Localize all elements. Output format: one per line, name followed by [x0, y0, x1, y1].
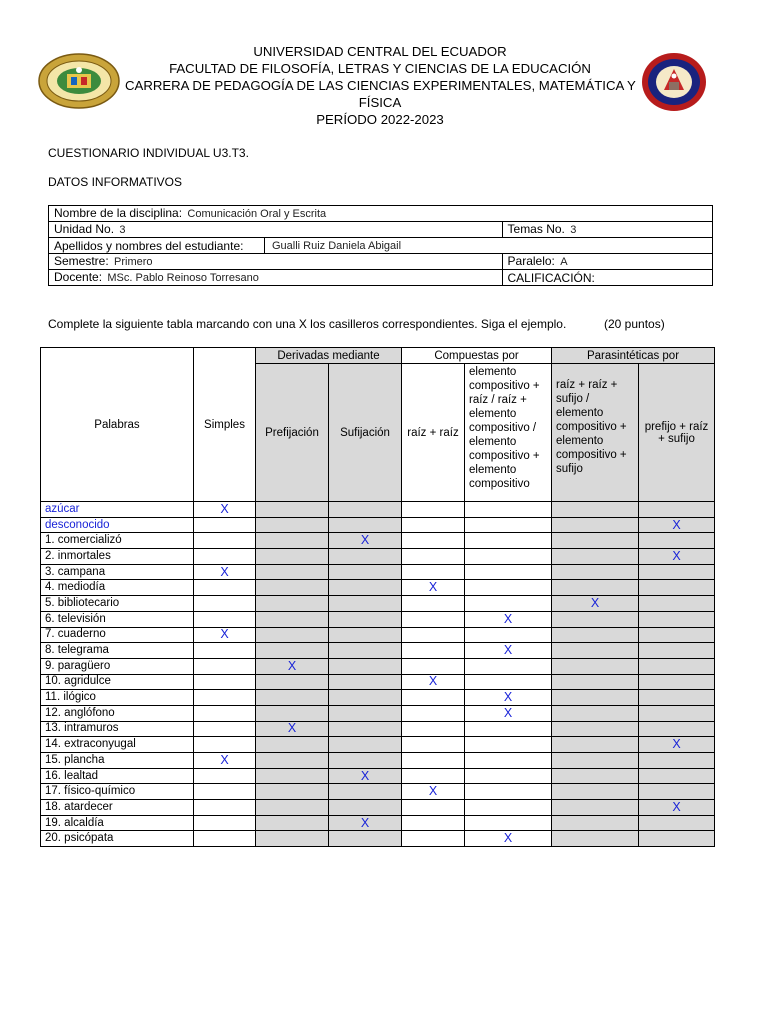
mark-cell[interactable]: X — [329, 768, 402, 784]
empty-cell[interactable] — [639, 627, 715, 643]
word-cell: 12. anglófono — [41, 705, 194, 721]
empty-cell[interactable] — [194, 831, 256, 847]
empty-cell[interactable] — [465, 517, 552, 533]
table-body — [41, 502, 715, 847]
empty-cell[interactable] — [639, 611, 715, 627]
empty-cell[interactable] — [329, 564, 402, 580]
mark-cell[interactable]: X — [194, 502, 256, 518]
empty-cell[interactable] — [402, 831, 465, 847]
word-cell: 2. inmortales — [41, 549, 194, 565]
empty-cell[interactable] — [329, 753, 402, 769]
table-row — [41, 674, 715, 690]
table-row — [41, 800, 715, 816]
empty-cell[interactable] — [552, 815, 639, 831]
empty-cell[interactable] — [465, 815, 552, 831]
empty-cell[interactable] — [329, 784, 402, 800]
header-simples: Simples — [194, 348, 256, 502]
empty-cell[interactable] — [552, 784, 639, 800]
semestre-value: Primero — [114, 256, 153, 268]
word-cell: 14. extraconyugal — [41, 737, 194, 753]
empty-cell[interactable] — [552, 768, 639, 784]
mark-cell[interactable]: X — [465, 611, 552, 627]
disciplina-value: Comunicación Oral y Escrita — [187, 208, 327, 220]
table-row — [41, 753, 715, 769]
word-cell: 8. telegrama — [41, 643, 194, 659]
empty-cell[interactable] — [639, 643, 715, 659]
docente-value: MSc. Pablo Reinoso Torresano — [107, 272, 259, 284]
mark-cell[interactable]: X — [329, 815, 402, 831]
empty-cell[interactable] — [402, 549, 465, 565]
empty-cell[interactable] — [552, 549, 639, 565]
empty-cell[interactable] — [256, 564, 329, 580]
word-cell: 15. plancha — [41, 753, 194, 769]
table-row — [41, 705, 715, 721]
header-palabras: Palabras — [41, 348, 194, 502]
university-seal-logo — [37, 52, 121, 110]
empty-cell[interactable] — [402, 815, 465, 831]
university-name: UNIVERSIDAD CENTRAL DEL ECUADOR — [253, 44, 507, 59]
classification-table — [40, 347, 715, 847]
empty-cell[interactable] — [256, 502, 329, 518]
mark-cell[interactable]: X — [465, 643, 552, 659]
datos-title: DATOS INFORMATIVOS — [48, 175, 183, 189]
empty-cell[interactable] — [552, 611, 639, 627]
empty-cell[interactable] — [465, 674, 552, 690]
empty-cell[interactable] — [256, 800, 329, 816]
empty-cell[interactable] — [639, 564, 715, 580]
mark-cell[interactable]: X — [639, 549, 715, 565]
empty-cell[interactable] — [639, 753, 715, 769]
empty-cell[interactable] — [329, 517, 402, 533]
empty-cell[interactable] — [402, 768, 465, 784]
empty-cell[interactable] — [639, 721, 715, 737]
empty-cell[interactable] — [402, 705, 465, 721]
instruction-text: Complete la siguiente tabla marcando con una X los casilleros correspondientes. Siga el ejemplo. — [48, 317, 567, 331]
empty-cell[interactable] — [552, 643, 639, 659]
disciplina-label: Nombre de la disciplina: — [54, 206, 183, 220]
empty-cell[interactable] — [194, 737, 256, 753]
unidad-label: Unidad No. — [54, 222, 115, 236]
empty-cell[interactable] — [465, 596, 552, 612]
empty-cell[interactable] — [402, 800, 465, 816]
header-raiz-raiz-sufijo: raíz + raíz + sufijo / elemento compositivo + elemento compositivo + sufijo — [552, 364, 639, 502]
word-cell: 13. intramuros — [41, 721, 194, 737]
empty-cell[interactable] — [552, 831, 639, 847]
empty-cell[interactable] — [194, 674, 256, 690]
table-row — [41, 737, 715, 753]
empty-cell[interactable] — [465, 580, 552, 596]
empty-cell[interactable] — [465, 564, 552, 580]
empty-cell[interactable] — [329, 705, 402, 721]
empty-cell[interactable] — [194, 658, 256, 674]
unidad-cell — [49, 222, 503, 238]
empty-cell[interactable] — [402, 533, 465, 549]
table-row — [41, 831, 715, 847]
word-cell: 17. físico-químico — [41, 784, 194, 800]
empty-cell[interactable] — [465, 721, 552, 737]
empty-cell[interactable] — [402, 596, 465, 612]
empty-cell[interactable] — [256, 815, 329, 831]
empty-cell[interactable] — [194, 768, 256, 784]
empty-cell[interactable] — [194, 611, 256, 627]
table-row — [41, 690, 715, 706]
faculty-seal-logo — [641, 52, 707, 112]
mark-cell[interactable]: X — [402, 674, 465, 690]
empty-cell[interactable] — [194, 705, 256, 721]
empty-cell[interactable] — [639, 596, 715, 612]
empty-cell[interactable] — [194, 784, 256, 800]
empty-cell[interactable] — [639, 533, 715, 549]
empty-cell[interactable] — [402, 658, 465, 674]
empty-cell[interactable] — [552, 721, 639, 737]
empty-cell[interactable] — [256, 611, 329, 627]
empty-cell[interactable] — [639, 674, 715, 690]
empty-cell[interactable] — [256, 596, 329, 612]
mark-cell[interactable]: X — [329, 533, 402, 549]
word-cell: 9. paragüero — [41, 658, 194, 674]
empty-cell[interactable] — [552, 800, 639, 816]
empty-cell[interactable] — [552, 517, 639, 533]
empty-cell[interactable] — [256, 627, 329, 643]
empty-cell[interactable] — [465, 502, 552, 518]
header-prefijo-raiz-sufijo: prefijo + raíz + sufijo — [639, 364, 715, 502]
empty-cell[interactable] — [639, 580, 715, 596]
empty-cell[interactable] — [329, 596, 402, 612]
temas-label: Temas No. — [507, 222, 565, 236]
empty-cell[interactable] — [465, 658, 552, 674]
word-cell: 18. atardecer — [41, 800, 194, 816]
empty-cell[interactable] — [256, 517, 329, 533]
empty-cell[interactable] — [465, 784, 552, 800]
header-parasinteticas: Parasintéticas por — [552, 348, 715, 364]
temas-value: 3 — [570, 224, 577, 236]
empty-cell[interactable] — [194, 549, 256, 565]
empty-cell[interactable] — [639, 658, 715, 674]
word-cell: 7. cuaderno — [41, 627, 194, 643]
empty-cell[interactable] — [402, 690, 465, 706]
calificacion-label: CALIFICACIÓN: — [507, 270, 595, 285]
empty-cell[interactable] — [256, 784, 329, 800]
mark-cell[interactable]: X — [402, 784, 465, 800]
mark-cell[interactable]: X — [256, 658, 329, 674]
estudiante-label-cell — [49, 238, 265, 254]
empty-cell[interactable] — [639, 768, 715, 784]
empty-cell[interactable] — [639, 502, 715, 518]
empty-cell[interactable] — [552, 690, 639, 706]
empty-cell[interactable] — [465, 768, 552, 784]
points-text: (20 puntos) — [604, 317, 665, 331]
empty-cell[interactable] — [329, 627, 402, 643]
word-cell: 4. mediodía — [41, 580, 194, 596]
empty-cell[interactable] — [329, 643, 402, 659]
mark-cell[interactable]: X — [256, 721, 329, 737]
empty-cell[interactable] — [402, 564, 465, 580]
empty-cell[interactable] — [194, 643, 256, 659]
empty-cell[interactable] — [329, 674, 402, 690]
empty-cell[interactable] — [465, 800, 552, 816]
header-elemento-compositivo: elemento compositivo + raíz / raíz + elemento compositivo / elemento compositivo + elemento compositivo — [465, 364, 552, 502]
header-sufijacion: Sufijación — [329, 364, 402, 502]
questionnaire-title: CUESTIONARIO INDIVIDUAL U3.T3. — [48, 146, 249, 160]
table-row — [41, 517, 715, 533]
empty-cell[interactable] — [329, 549, 402, 565]
semestre-label: Semestre: — [54, 254, 109, 268]
mark-cell[interactable]: X — [465, 690, 552, 706]
empty-cell[interactable] — [194, 517, 256, 533]
mark-cell[interactable]: X — [465, 705, 552, 721]
empty-cell[interactable] — [402, 753, 465, 769]
paralelo-label: Paralelo: — [507, 254, 555, 268]
paralelo-value: A — [560, 256, 568, 268]
empty-cell[interactable] — [256, 643, 329, 659]
header-raiz-raiz: raíz + raíz — [402, 364, 465, 502]
instruction-line — [48, 317, 665, 331]
mark-cell[interactable]: X — [552, 596, 639, 612]
empty-cell[interactable] — [639, 831, 715, 847]
empty-cell[interactable] — [402, 627, 465, 643]
empty-cell[interactable] — [552, 674, 639, 690]
empty-cell[interactable] — [256, 690, 329, 706]
mark-cell[interactable]: X — [639, 800, 715, 816]
empty-cell[interactable] — [256, 705, 329, 721]
disciplina-cell — [49, 206, 713, 222]
header-prefijacion: Prefijación — [256, 364, 329, 502]
temas-cell — [502, 222, 712, 238]
empty-cell[interactable] — [465, 753, 552, 769]
empty-cell[interactable] — [552, 533, 639, 549]
word-cell: desconocido — [41, 517, 194, 533]
empty-cell[interactable] — [329, 721, 402, 737]
empty-cell[interactable] — [639, 690, 715, 706]
estudiante-value: Gualli Ruiz Daniela Abigail — [272, 240, 402, 252]
empty-cell[interactable] — [639, 784, 715, 800]
empty-cell[interactable] — [329, 658, 402, 674]
table-row — [41, 627, 715, 643]
empty-cell[interactable] — [329, 800, 402, 816]
empty-cell[interactable] — [552, 502, 639, 518]
docente-label: Docente: — [54, 270, 103, 284]
mark-cell[interactable]: X — [639, 517, 715, 533]
empty-cell[interactable] — [402, 611, 465, 627]
student-info-table — [48, 205, 713, 286]
mark-cell[interactable]: X — [465, 831, 552, 847]
empty-cell[interactable] — [329, 690, 402, 706]
empty-cell[interactable] — [402, 721, 465, 737]
empty-cell[interactable] — [329, 611, 402, 627]
empty-cell[interactable] — [552, 737, 639, 753]
word-cell: 1. comercializó — [41, 533, 194, 549]
empty-cell[interactable] — [402, 737, 465, 753]
empty-cell[interactable] — [552, 705, 639, 721]
semestre-cell — [49, 254, 503, 270]
empty-cell[interactable] — [194, 815, 256, 831]
empty-cell[interactable] — [256, 753, 329, 769]
header-compuestas: Compuestas por — [402, 348, 552, 364]
table-row — [41, 533, 715, 549]
empty-cell[interactable] — [639, 705, 715, 721]
word-cell: azúcar — [41, 502, 194, 518]
empty-cell[interactable] — [194, 800, 256, 816]
word-cell: 16. lealtad — [41, 768, 194, 784]
word-cell: 10. agridulce — [41, 674, 194, 690]
empty-cell[interactable] — [256, 580, 329, 596]
table-row — [41, 611, 715, 627]
empty-cell[interactable] — [256, 831, 329, 847]
mark-cell[interactable]: X — [194, 564, 256, 580]
period: PERÍODO 2022-2023 — [316, 112, 444, 127]
empty-cell[interactable] — [329, 502, 402, 518]
empty-cell[interactable] — [552, 580, 639, 596]
word-cell: 6. televisión — [41, 611, 194, 627]
empty-cell[interactable] — [256, 549, 329, 565]
mark-cell[interactable]: X — [639, 737, 715, 753]
empty-cell[interactable] — [194, 690, 256, 706]
estudiante-value-cell — [265, 238, 713, 254]
empty-cell[interactable] — [402, 643, 465, 659]
table-row — [41, 596, 715, 612]
table-row — [41, 564, 715, 580]
empty-cell[interactable] — [194, 596, 256, 612]
empty-cell[interactable] — [256, 737, 329, 753]
empty-cell[interactable] — [329, 737, 402, 753]
empty-cell[interactable] — [194, 721, 256, 737]
empty-cell[interactable] — [256, 533, 329, 549]
table-row — [41, 658, 715, 674]
calificacion-cell — [502, 270, 712, 286]
empty-cell[interactable] — [402, 517, 465, 533]
mark-cell[interactable]: X — [402, 580, 465, 596]
empty-cell[interactable] — [256, 674, 329, 690]
table-row — [41, 643, 715, 659]
table-row — [41, 549, 715, 565]
empty-cell[interactable] — [552, 658, 639, 674]
header-title — [125, 43, 635, 128]
word-cell: 5. bibliotecario — [41, 596, 194, 612]
table-row — [41, 580, 715, 596]
paralelo-cell — [502, 254, 712, 270]
word-cell: 20. psicópata — [41, 831, 194, 847]
career-name-line2: FÍSICA — [358, 95, 402, 110]
word-cell: 3. campana — [41, 564, 194, 580]
docente-cell — [49, 270, 503, 286]
empty-cell[interactable] — [329, 831, 402, 847]
table-row — [41, 768, 715, 784]
word-cell: 11. ilógico — [41, 690, 194, 706]
empty-cell[interactable] — [465, 737, 552, 753]
word-cell: 19. alcaldía — [41, 815, 194, 831]
table-row — [41, 784, 715, 800]
empty-cell[interactable] — [552, 627, 639, 643]
empty-cell[interactable] — [465, 549, 552, 565]
faculty-name: FACULTAD DE FILOSOFÍA, LETRAS Y CIENCIAS DE LA EDUCACIÓN — [169, 61, 591, 76]
empty-cell[interactable] — [194, 580, 256, 596]
empty-cell[interactable] — [194, 533, 256, 549]
estudiante-label: Apellidos y nombres del estudiante: — [54, 238, 244, 253]
career-name-line1: CARRERA DE PEDAGOGÍA DE LAS CIENCIAS EXPERIMENTALES, MATEMÁTICA Y — [125, 78, 636, 93]
mark-cell[interactable]: X — [194, 753, 256, 769]
mark-cell[interactable]: X — [194, 627, 256, 643]
empty-cell[interactable] — [639, 815, 715, 831]
header-derivadas: Derivadas mediante — [256, 348, 402, 364]
table-row — [41, 721, 715, 737]
unidad-value: 3 — [119, 224, 126, 236]
table-row — [41, 815, 715, 831]
empty-cell[interactable] — [329, 580, 402, 596]
empty-cell[interactable] — [256, 768, 329, 784]
empty-cell[interactable] — [402, 502, 465, 518]
empty-cell[interactable] — [465, 533, 552, 549]
empty-cell[interactable] — [465, 627, 552, 643]
empty-cell[interactable] — [552, 753, 639, 769]
empty-cell[interactable] — [552, 564, 639, 580]
table-row — [41, 502, 715, 518]
